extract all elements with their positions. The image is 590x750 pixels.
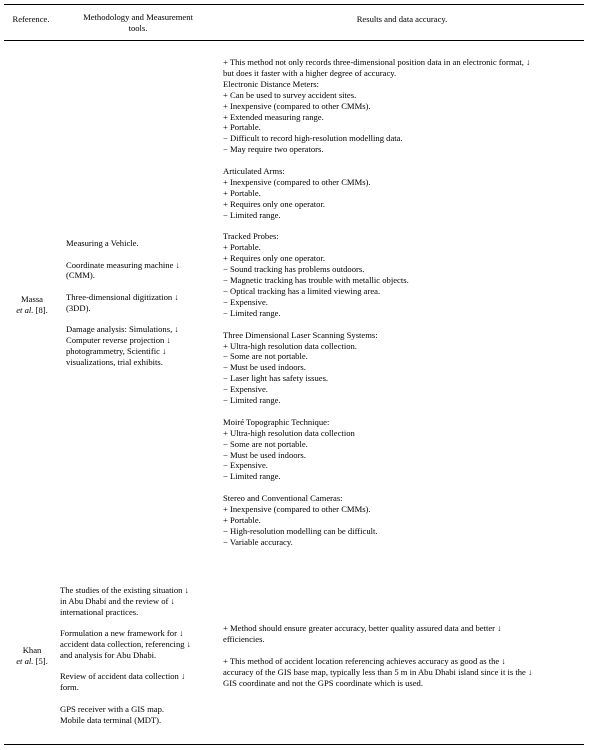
methodology-line: Damage analysis: Simulations, ↓ — [66, 324, 179, 335]
result-line: − High-resolution modelling can be difficult. — [223, 525, 378, 536]
table-top-rule — [4, 4, 584, 5]
paragraph-gap — [66, 249, 216, 260]
paragraph-gap — [60, 693, 210, 704]
result-line: accuracy of the GIS base map, typically less than 5 m in Abu Dhabi island since it is the ↓ — [223, 666, 533, 677]
result-line: + Portable. — [223, 122, 261, 133]
row-reference-massa — [6, 294, 58, 316]
table-bottom-rule — [4, 744, 584, 745]
result-line: Tracked Probes: — [223, 231, 279, 242]
result-line: + Inexpensive (compared to other CMMs). — [223, 504, 371, 515]
result-line: Stereo and Conventional Cameras: — [223, 493, 343, 504]
row-reference-khan — [6, 645, 58, 667]
header-methodology-line: Methodology and Measurement — [83, 12, 193, 22]
methodology-line: Computer reverse projection ↓ — [66, 335, 171, 346]
result-line: + Portable. — [223, 242, 261, 253]
paragraph-gap — [223, 221, 585, 232]
methodology-line: visualizations, trial exhibits. — [66, 356, 163, 367]
table-header-rule — [4, 40, 584, 41]
header-reference: Reference. — [12, 14, 50, 24]
methodology-cell — [66, 238, 216, 368]
methodology-line: Mobile data terminal (MDT). — [60, 714, 162, 725]
methodology-line: Review of accident data collection ↓ — [60, 671, 186, 682]
result-line: but does it faster with a higher degree of accuracy. — [223, 67, 397, 78]
paragraph-gap — [223, 319, 585, 330]
result-line: Three Dimensional Laser Scanning Systems: — [223, 329, 378, 340]
paragraph-gap — [60, 661, 210, 672]
result-line: Electronic Distance Meters: — [223, 78, 319, 89]
reference-citation — [6, 305, 58, 316]
result-line: − Magnetic tracking has trouble with metallic objects. — [223, 275, 409, 286]
methodology-line: GPS receiver with a GIS map. — [60, 703, 165, 714]
result-line: − Optical tracking has a limited viewing area. — [223, 286, 381, 296]
paragraph-gap — [223, 155, 585, 166]
methodology-line: Three-dimensional digitization ↓ — [66, 291, 179, 302]
result-line: − Expensive. — [223, 296, 268, 307]
result-line: − Must be used indoors. — [223, 362, 306, 373]
result-line: + Requires only one operator. — [223, 198, 325, 209]
methodology-line: photogrammetry, Scientific ↓ — [66, 345, 167, 356]
result-line: − Sound tracking has problems outdoors. — [223, 264, 365, 275]
result-line: − Limited range. — [223, 395, 281, 406]
result-line: Articulated Arms: — [223, 166, 285, 177]
methodology-line: The studies of the existing situation ↓ — [60, 585, 189, 595]
reference-etal: et al. — [16, 304, 34, 315]
reference-name: Khan — [22, 645, 42, 655]
result-line: − Must be used indoors. — [223, 449, 306, 460]
paragraph-gap — [223, 645, 585, 656]
paragraph-gap — [60, 617, 210, 628]
methodology-line: form. — [60, 682, 79, 693]
result-line: efficiencies. — [223, 633, 265, 644]
result-line: − May require two operators. — [223, 144, 324, 155]
methodology-line: international practices. — [60, 606, 139, 617]
result-line: − Limited range. — [223, 307, 281, 318]
reference-number: [8]. — [35, 304, 48, 315]
header-results: Results and data accuracy. — [356, 14, 448, 24]
header-methodology-line: tools. — [128, 22, 148, 33]
paragraph-gap — [223, 406, 585, 417]
result-line: − Expensive. — [223, 384, 268, 395]
methodology-line: (CMM). — [66, 270, 95, 281]
methodology-line: (3DD). — [66, 302, 91, 313]
result-line: + Can be used to survey accident sites. — [223, 89, 357, 100]
result-line: − Limited range. — [223, 209, 281, 220]
reference-etal: et al. — [16, 655, 34, 666]
result-line: + This method of accident location referencing achieves accuracy as good as the ↓ — [223, 655, 506, 666]
result-line: + Portable. — [223, 187, 261, 198]
result-line: GIS coordinate and not the GPS coordinate which is used. — [223, 677, 424, 688]
paragraph-gap — [223, 482, 585, 493]
result-line: − Expensive. — [223, 460, 268, 471]
methodology-line: accident data collection, referencing ↓ — [60, 638, 191, 649]
methodology-line: and analysis for Abu Dhabi. — [60, 649, 157, 660]
reference-number: [5]. — [35, 655, 48, 666]
methodology-line: in Abu Dhabi and the review of ↓ — [60, 595, 175, 606]
paragraph-gap — [66, 281, 216, 292]
results-cell — [223, 57, 585, 548]
result-line: − Limited range. — [223, 471, 281, 482]
result-line: − Variable accuracy. — [223, 536, 293, 547]
result-line: + Ultra-high resolution data collection — [223, 427, 355, 438]
result-line: − Some are not portable. — [223, 351, 308, 362]
reference-citation — [6, 656, 58, 667]
result-line: + This method not only records three-dimensional position data in an electronic format, ↓ — [223, 57, 531, 67]
result-line: + Method should ensure greater accuracy, better quality assured data and better ↓ — [223, 623, 502, 633]
methodology-cell — [60, 585, 210, 725]
paragraph-gap — [66, 314, 216, 325]
reference-name: Massa — [21, 294, 43, 304]
result-line: − Difficult to record high-resolution modelling data. — [223, 133, 403, 144]
result-line: Moiré Topographic Technique: — [223, 416, 330, 427]
result-line: + Ultra-high resolution data collection. — [223, 340, 357, 351]
result-line: + Extended measuring range. — [223, 111, 324, 122]
result-line: + Requires only one operator. — [223, 253, 325, 264]
header-methodology — [60, 12, 216, 34]
result-line: − Some are not portable. — [223, 438, 308, 449]
result-line: − Laser light has safety issues. — [223, 373, 329, 384]
methodology-line: Formulation a new framework for ↓ — [60, 628, 184, 639]
result-line: + Inexpensive (compared to other CMMs). — [223, 100, 371, 111]
result-line: + Inexpensive (compared to other CMMs). — [223, 176, 371, 187]
methodology-line: Coordinate measuring machine ↓ — [66, 259, 180, 270]
results-cell — [223, 623, 585, 688]
result-line: + Portable. — [223, 514, 261, 525]
methodology-line: Measuring a Vehicle. — [66, 238, 139, 248]
